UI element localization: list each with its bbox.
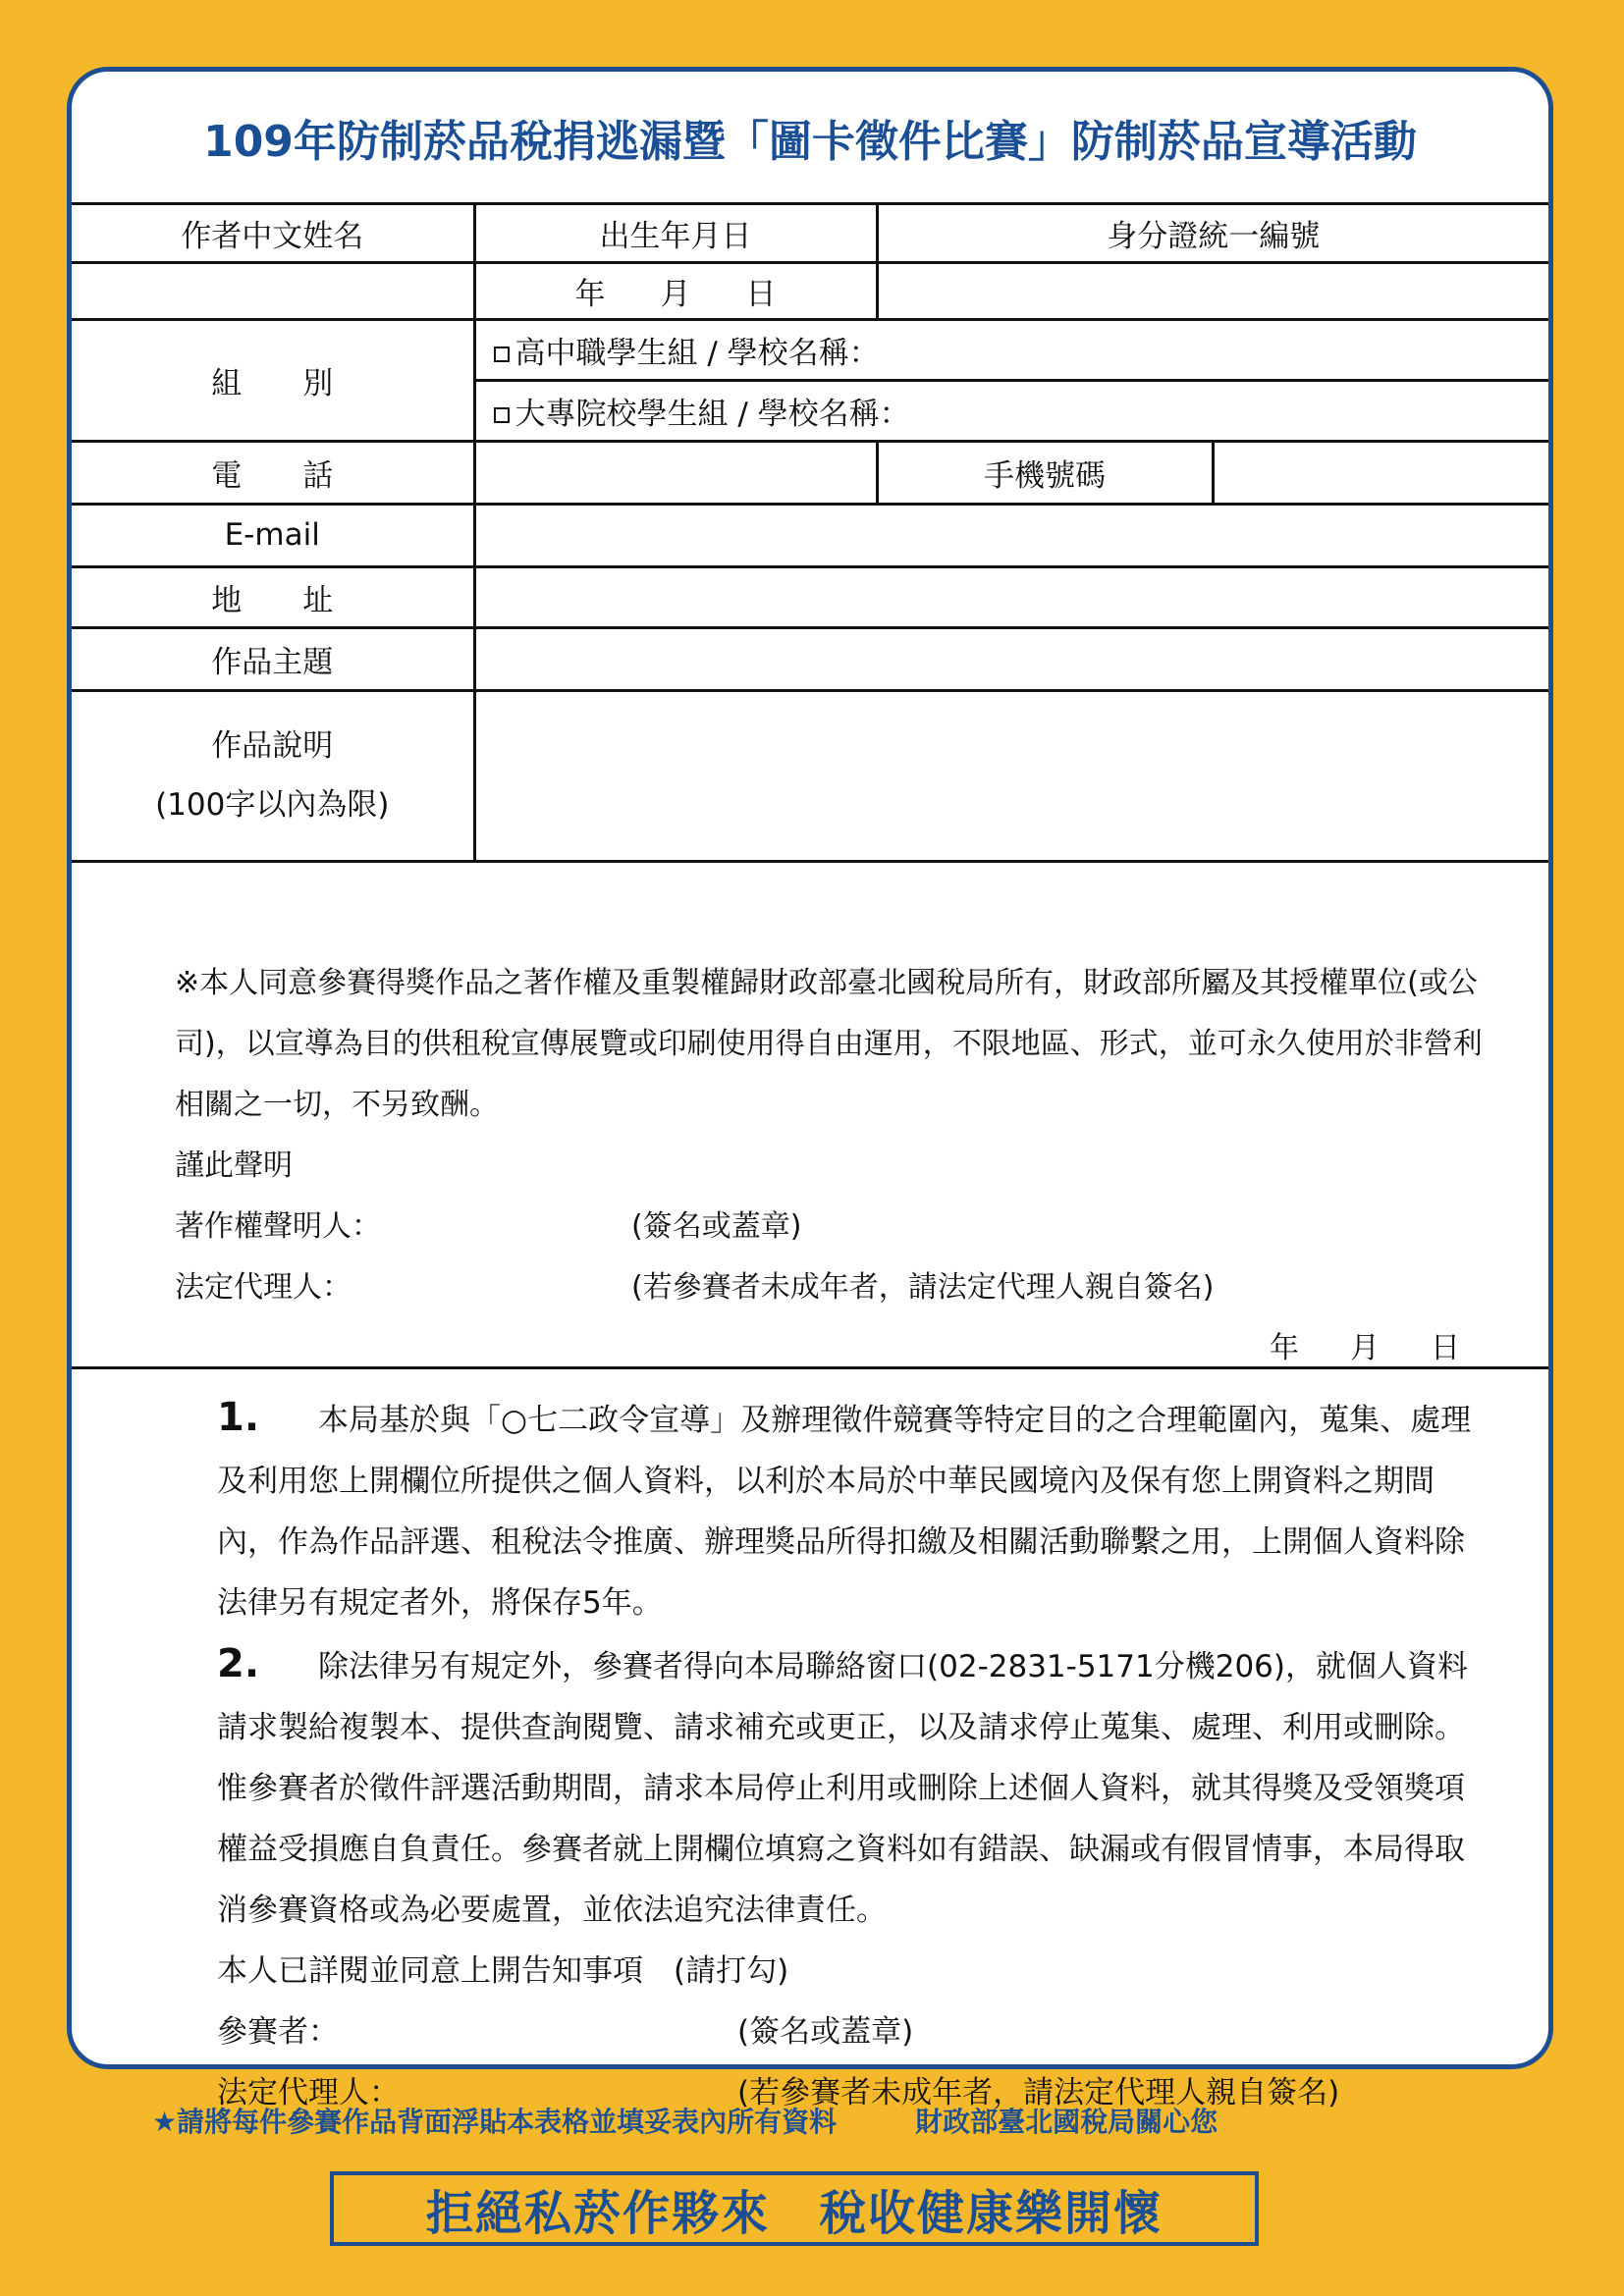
address-field[interactable]: [474, 566, 1548, 627]
high-school-option-label: 高中職學生組 / 學校名稱：: [514, 335, 880, 371]
notice-item-1-number: 1.: [217, 1395, 260, 1440]
declarant-label: 著作權聲明人：: [175, 1209, 381, 1244]
declaration-month: 月: [1350, 1331, 1380, 1365]
work-desc-title: 作品說明: [211, 728, 334, 764]
slogan-part-2: 稅收健康樂開懷: [819, 2185, 1164, 2241]
high-school-checkbox[interactable]: [494, 347, 510, 362]
mobile-label: 手機號碼: [877, 441, 1213, 504]
declarant-note: (簽名或蓋章): [631, 1209, 802, 1244]
group-option-university[interactable]: [474, 380, 1548, 441]
id-number-label: 身分證統一編號: [877, 205, 1548, 262]
declaration-hereby: 謹此聲明: [175, 1148, 293, 1183]
copyright-declaration: [72, 943, 1548, 1369]
declaration-guardian-row: [175, 1257, 1499, 1318]
entry-form-table: [72, 205, 1548, 863]
participant-note: (簽名或蓋章): [737, 2014, 914, 2050]
work-theme-label: 作品主題: [72, 627, 474, 690]
notice-item-2-text: 除法律另有規定外，參賽者得向本局聯絡窗口(02-2831-5171分機206)，就個人資料請求製給複製本、提供查詢閱覽、請求補充或更正，以及請求停止蒐集、處理、利用或刪除。惟參賽者於徵件評選活動期間，請求本局停止利用或刪除上述個人資料，就其得獎及受領獎項權益受損應自負責任。參賽者就上開欄位填寫之資料如有錯誤、缺漏或有假冒情事，本局得取消參賽資格或為必要處置，並依法追究法律責任。: [217, 1649, 1468, 1928]
work-desc-label: [72, 690, 474, 861]
year-label: 年: [574, 276, 606, 312]
group-option-high-school[interactable]: [474, 319, 1548, 380]
declaration-guardian-label: 法定代理人：: [175, 1270, 352, 1305]
notice-item-1: [217, 1387, 1489, 1633]
notice-guardian-label: 法定代理人：: [217, 2075, 400, 2110]
form-card: [67, 67, 1553, 2110]
birth-date-field[interactable]: [474, 262, 877, 319]
university-option-label: 大專院校學生組 / 學校名稱：: [514, 396, 910, 432]
notice-guardian-note: (若參賽者未成年者，請法定代理人親自簽名): [737, 2075, 1340, 2110]
university-checkbox[interactable]: [494, 407, 510, 423]
footer-note: [152, 2101, 1218, 2140]
birth-date-label: 出生年月日: [474, 205, 877, 262]
notice-item-2-number: 2.: [217, 1641, 260, 1686]
page-title: 109年防制菸品稅捐逃漏暨「圖卡徵件比賽」防制菸品宣導活動: [72, 72, 1548, 205]
work-desc-field[interactable]: [474, 690, 1548, 861]
work-theme-field[interactable]: [474, 627, 1548, 690]
author-name-label: 作者中文姓名: [72, 205, 474, 262]
declaration-day: 日: [1431, 1331, 1460, 1365]
address-label: 地 址: [72, 566, 474, 627]
month-label: 月: [660, 276, 691, 312]
notice-item-1-text: 本局基於與「○七二政令宣導」及辦理徵件競賽等特定目的之合理範圍內，蒐集、處理及利用您上開欄位所提供之個人資料，以利於本局於中華民國境內及保有您上開資料之期間內，作為作品評選、租稅法令推廣、辦理獎品所得扣繳及相關活動聯繫之用，上開個人資料除法律另有規定者外，將保存5年。: [217, 1403, 1472, 1621]
declarant-row: [175, 1197, 1499, 1257]
phone-field[interactable]: [474, 441, 877, 504]
notice-agree: 本人已詳閱並同意上開告知事項 (請打勾): [217, 1953, 789, 1989]
email-field[interactable]: [474, 504, 1548, 566]
participant-row: [217, 2002, 1489, 2062]
day-label: 日: [745, 276, 777, 312]
author-name-field[interactable]: [72, 262, 474, 319]
notice-item-2: [217, 1633, 1489, 1941]
work-desc-note: (100字以內為限): [155, 787, 390, 823]
phone-label: 電 話: [72, 441, 474, 504]
privacy-notice: [72, 1369, 1548, 2123]
mobile-field[interactable]: [1213, 441, 1548, 504]
email-label: E-mail: [72, 504, 474, 566]
declaration-text: ※本人同意參賽得獎作品之著作權及重製權歸財政部臺北國稅局所有，財政部所屬及其授權單位(或公司)，以宣導為目的供租稅宣傳展覽或印刷使用得自由運用，不限地區、形式，並可永久使用於非營利相關之一切，不另致酬。: [175, 966, 1483, 1122]
footer-org: 財政部臺北國稅局關心您: [915, 2106, 1218, 2138]
declaration-year: 年: [1270, 1331, 1299, 1365]
slogan-part-1: 拒絕私菸作夥來: [425, 2185, 770, 2241]
group-label: 組 別: [72, 319, 474, 441]
footer-instruction: ★請將每件參賽作品背面浮貼本表格並填妥表內所有資料: [152, 2106, 838, 2138]
slogan-banner: [330, 2171, 1259, 2246]
declaration-guardian-note: (若參賽者未成年者，請法定代理人親自簽名): [631, 1270, 1215, 1305]
participant-label: 參賽者：: [217, 2014, 339, 2050]
id-number-field[interactable]: [877, 262, 1548, 319]
